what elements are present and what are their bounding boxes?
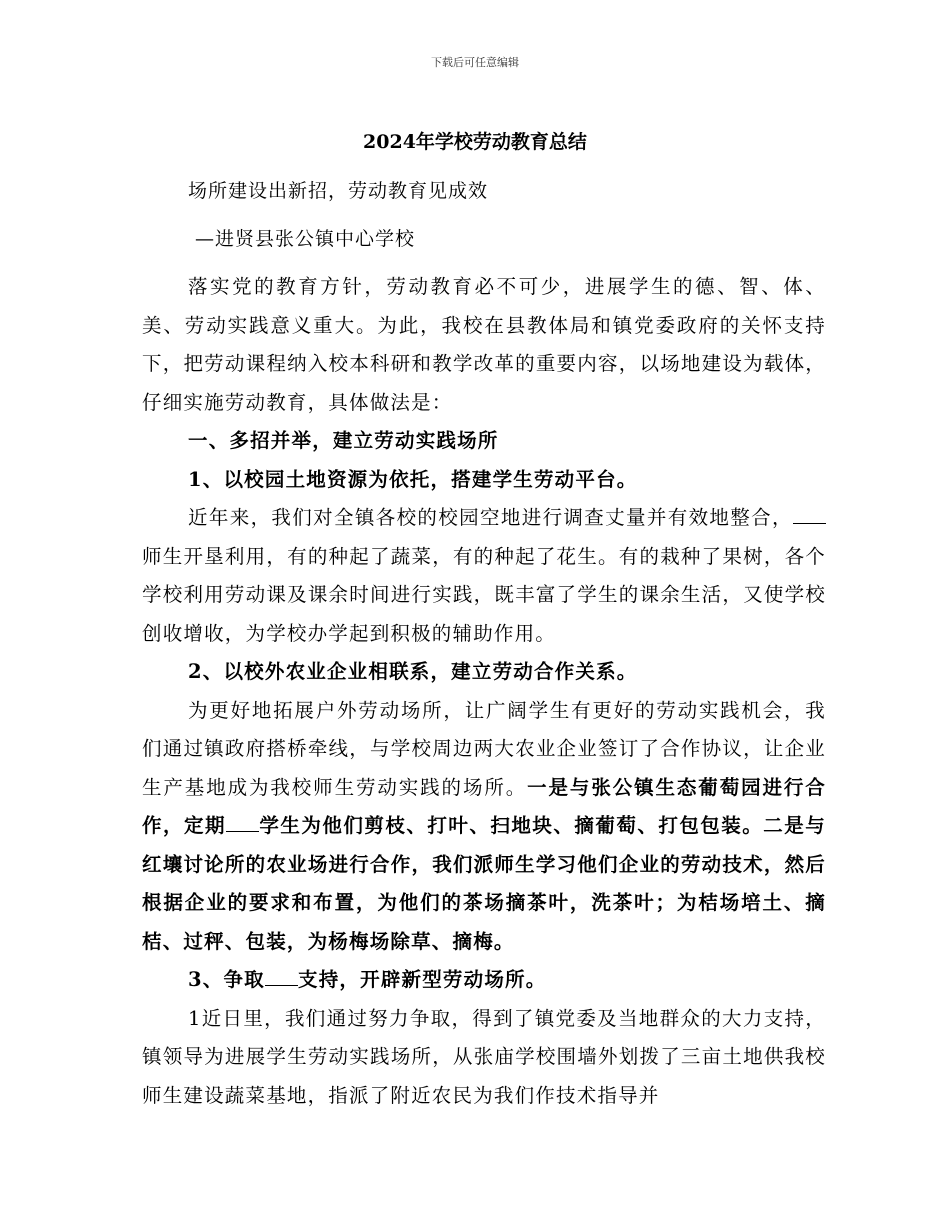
paragraph-campus-land-part-b: 师生开垦利用，有的种起了蔬菜，有的种起了花生。有的栽种了果树，各个学校利用劳动课及课余时间进行实践，既丰富了学生的课余生活，又使学校创收增收，为学校办学起到积极的辅助作用。 bbox=[142, 544, 826, 645]
subtitle-main: 场所建设出新招，劳动教育见成效 bbox=[188, 180, 489, 202]
paragraph-enterprise-bold-b: 学生为他们剪枝、打叶、扫地块、摘葡萄、打包包装。二是与红壤讨论所的农业场进行合作，我们派师生学习他们企业的劳动技术，然后根据企业的要求和布置，为他们的茶场摘茶叶，洗茶叶；为桔场培土、摘桔、过秤、包装，为杨梅场除草、摘梅。 bbox=[142, 814, 826, 953]
paragraph-enterprise-normal: 为更好地拓展户外劳动场所，让广阔学生有更好的劳动实践机会，我们通过镇政府搭桥牵线，与学校周边两大农业企业签订了合作协议，让企业生产基地成为我校师生劳动实践的场所。 bbox=[142, 698, 826, 799]
paragraph-enterprise-cooperation bbox=[142, 692, 826, 962]
header-note: 下载后可任意编辑 bbox=[431, 56, 519, 69]
subsection-heading-1-3-part-a: 3、争取 bbox=[188, 968, 265, 991]
fill-in-blank bbox=[793, 505, 826, 524]
subsection-heading-1-2: 2、以校外农业企业相联系，建立劳动合作关系。 bbox=[188, 660, 638, 683]
paragraph-campus-land-part-a: 近年来，我们对全镇各校的校园空地进行调查丈量并有效地整合， bbox=[188, 506, 793, 529]
paragraph-new-site: 1近日里，我们通过努力争取，得到了镇党委及当地群众的大力支持，镇领导为进展学生劳动实践场所，从张庙学校围墙外划拨了三亩土地供我校师生建设蔬菜基地，指派了附近农民为我们作技术指导并 bbox=[142, 1006, 826, 1107]
document-body bbox=[142, 268, 826, 1115]
subsection-heading-1-3-part-b: 支持，开辟新型劳动场所。 bbox=[298, 968, 547, 991]
section-heading-1: 一、多招并举，建立劳动实践场所 bbox=[188, 429, 499, 452]
paragraph-intro: 落实党的教育方针，劳动教育必不可少，进展学生的德、智、体、美、劳动实践意义重大。为此，我校在县教体局和镇党委政府的关怀支持下，把劳动课程纳入校本科研和教学改革的重要内容，以场地建设为载体，仔细实施劳动教育，具体做法是： bbox=[142, 275, 826, 414]
subsection-heading-1-3 bbox=[142, 961, 826, 1000]
fill-in-blank bbox=[226, 813, 259, 832]
paragraph-enterprise-bold-a: 一是与张公镇生态葡萄园进行合作，定期 bbox=[142, 775, 826, 837]
paragraph-campus-land bbox=[142, 499, 826, 653]
subsection-heading-1-1: 1、以校园土地资源为依托，搭建学生劳动平台。 bbox=[188, 467, 638, 491]
subtitle-school: —进贤县张公镇中心学校 bbox=[195, 228, 416, 250]
document-title: 2024年学校劳动教育总结 bbox=[363, 131, 587, 153]
fill-in-blank bbox=[265, 967, 298, 986]
